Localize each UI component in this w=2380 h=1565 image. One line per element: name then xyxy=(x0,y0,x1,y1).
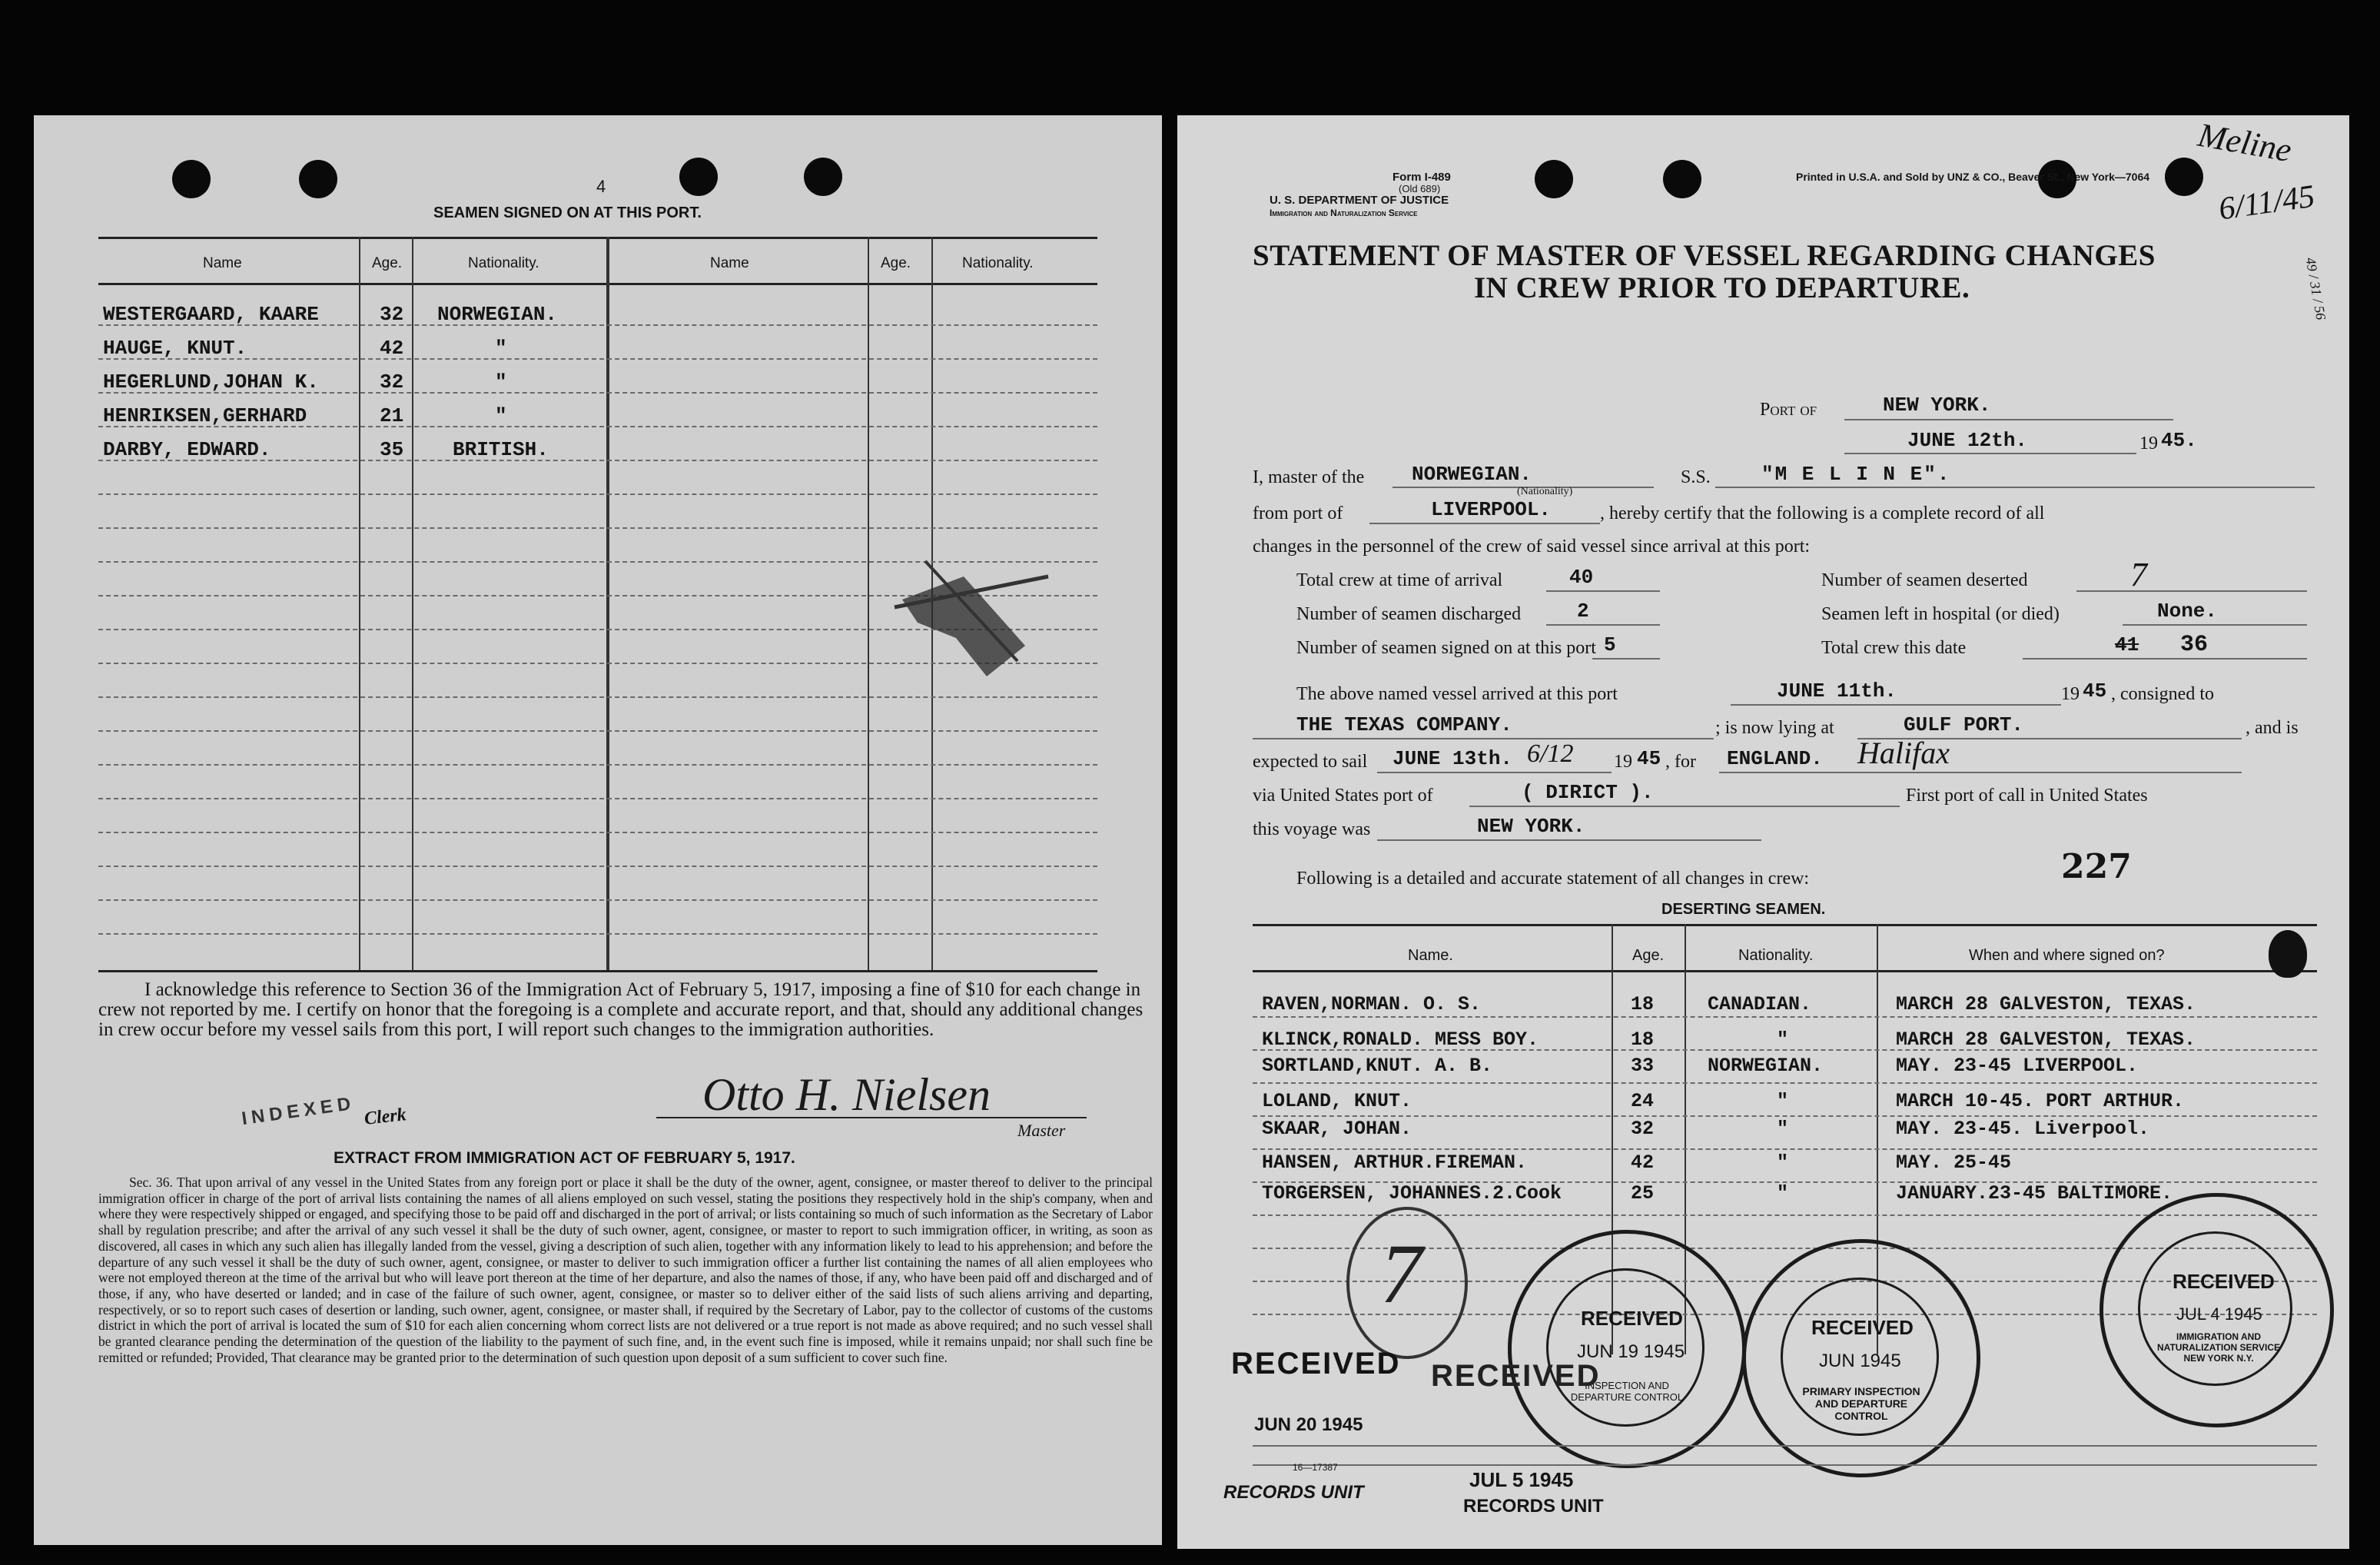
fill-line xyxy=(1369,523,1600,524)
deserter-signed: MARCH 10-45. PORT ARTHUR. xyxy=(1896,1090,2185,1112)
page-number: 4 xyxy=(596,177,606,196)
deserted-label: Number of seamen deserted xyxy=(1821,570,2028,590)
fill-line xyxy=(2076,590,2307,592)
sail-year-prefix: 19 xyxy=(1614,752,1632,772)
discharged-label: Number of seamen discharged xyxy=(1296,604,1522,624)
deserter-name: RAVEN,NORMAN. O. S. xyxy=(1262,993,1482,1015)
received-date: JUL 5 1945 xyxy=(1469,1468,1574,1491)
col-divider xyxy=(412,237,413,970)
handwritten-date: 6/11/45 xyxy=(2216,178,2317,228)
voyage-value: NEW YORK. xyxy=(1477,815,1585,838)
total-crew-arrival: 40 xyxy=(1569,566,1594,589)
fill-line xyxy=(1844,453,2136,454)
via-value: ( DIRICT ). xyxy=(1522,781,1654,804)
received-round-stamp: RECEIVED JUN 19 1945 INSPECTION AND DEPARTURE CONTROL xyxy=(1508,1230,1746,1468)
total-today-struck: 41 xyxy=(2115,633,2139,656)
fill-line xyxy=(1715,487,2315,488)
handwritten-ship-name: Meline xyxy=(2195,115,2295,170)
arrived-year-prefix: 19 xyxy=(2061,684,2080,704)
deserter-signed: MAY. 25-45 xyxy=(1896,1151,2012,1174)
ship-name: "M E L I N E". xyxy=(1761,463,1951,486)
deserter-nationality: CANADIAN. xyxy=(1708,993,1812,1015)
ink-drop xyxy=(2269,930,2307,978)
deserter-name: TORGERSEN, JOHANNES.2.Cook xyxy=(1262,1182,1562,1204)
fill-line xyxy=(1844,419,2173,420)
section-36-text: Sec. 36. That upon arrival of any vessel in the United States from any foreign port or place it shall be the duty of the owner, agent, consignee, or master thereof to deliver to the principal immigration officer in charge of the port of arrival lists containing the names of all aliens employed on such vessel, stating the positions they respectively hold in the ship's company, when and where they were respectively shipped or engaged, and specifying those to be paid off and discharged in the port of arrival; or lists containing so much of such information as the Secretary of Labor shall by regulation prescribe; and after the arrival of any such vessel it shall be the duty of such owner, agent, consignee, or master to report to such immigration officer, in writing, as soon as discovered, all cases in which any such alien has illegally landed from the vessel, giving a description of such alien, together with any information likely to lead to his apprehension; and before the departure of any such vessel it shall be the duty of such owner, agent, consignee, or master to deliver to such immigration officer a further list containing the names of all alien employees who were not employed thereon at the time of the arrival but who will leave port thereon at the time of her departure, and also the names of those, if any, who have been paid off and discharged and of those, if any, who have deserted or landed; and in case of the failure of such owner, agent, consignee, or master so to deliver either of the said lists of such aliens arriving and departing, respectively, or so to report such cases of desertion or landing, such owner, agent, consignee, or master shall, if required by the Secretary of Labor, pay to the collector of customs of the customs district in which the port of arrival is located the sum of $10 for each alien concerning whom correct lists are not delivered or a true report is not made as above required; and no such vessel shall be granted clearance pending the determination of the question of the liability to the payment of such fine, and, in the event such fine is imposed, while it remains unpaid; nor shall such fine be remitted or refunded; Provided, That clearance may be granted prior to the determination of such question upon deposit of a sum sufficient to cover such fine. xyxy=(98,1175,1153,1365)
punch-hole xyxy=(2165,158,2203,196)
hospital-count: None. xyxy=(2157,600,2218,623)
ss-label: S.S. xyxy=(1681,467,1711,487)
destination-handwritten: Halifax xyxy=(1857,736,1950,770)
deserter-nationality: " xyxy=(1777,1090,1789,1112)
hospital-label: Seamen left in hospital (or died) xyxy=(1821,604,2060,624)
received-round-stamp: RECEIVED JUN 1945 PRIMARY INSPECTION AND DEPARTURE CONTROL xyxy=(1742,1239,1980,1477)
col-divider xyxy=(606,237,609,970)
column-header: Name xyxy=(710,255,749,271)
from-port-label: from port of xyxy=(1253,503,1343,523)
sail-year: 45 xyxy=(1637,747,1661,770)
printer-line: Printed in U.S.A. and Sold by UNZ & CO., Beaver St., New York—7064 xyxy=(1796,171,2150,183)
deserter-nationality: " xyxy=(1777,1182,1789,1204)
deserter-name: SORTLAND,KNUT. A. B. xyxy=(1262,1055,1493,1077)
table-header-rule xyxy=(98,283,1097,285)
margin-note: 49 / 31 / 56 xyxy=(2302,256,2329,321)
lying-label: ; is now lying at xyxy=(1715,718,1834,738)
following-text: Following is a detailed and accurate statement of all changes in crew: xyxy=(1296,869,1810,889)
from-port-value: LIVERPOOL. xyxy=(1431,498,1552,521)
port-value: NEW YORK. xyxy=(1883,394,1991,417)
table-header-rule xyxy=(1253,970,2317,972)
column-header: When and where signed on? xyxy=(1969,947,2165,964)
row-rule xyxy=(98,798,1097,799)
total-crew-arrival-label: Total crew at time of arrival xyxy=(1296,570,1503,590)
form-number: Form I-489 xyxy=(1392,171,1451,184)
deserter-name: KLINCK,RONALD. MESS BOY. xyxy=(1262,1028,1539,1051)
punch-hole xyxy=(1663,160,1701,198)
crew-age: 32 xyxy=(380,370,404,394)
row-rule xyxy=(98,696,1097,698)
indexed-stamp: INDEXED xyxy=(240,1092,357,1130)
punch-hole xyxy=(172,160,211,198)
crew-age: 42 xyxy=(380,337,404,360)
row-rule xyxy=(1253,1016,2317,1018)
fill-line xyxy=(1592,658,1660,660)
via-label: via United States port of xyxy=(1253,786,1433,806)
fill-line xyxy=(1546,590,1660,592)
fill-line xyxy=(1719,772,2242,773)
circled-number: 7 xyxy=(1346,1207,1468,1359)
voyage-label: this voyage was xyxy=(1253,819,1371,839)
fill-line xyxy=(1377,772,1612,773)
for-label: , for xyxy=(1665,752,1696,772)
arrived-year: 45 xyxy=(2083,679,2107,703)
handwritten-number: 227 xyxy=(2061,847,2132,886)
deserter-age: 42 xyxy=(1631,1151,1655,1174)
records-unit: RECORDS UNIT xyxy=(1463,1496,1604,1517)
crew-age: 32 xyxy=(380,303,404,326)
col-divider xyxy=(868,237,869,970)
fill-line xyxy=(1546,624,1660,626)
sail-date-handwritten: 6/12 xyxy=(1527,739,1574,768)
port-label: Port of xyxy=(1760,400,1817,420)
col-divider xyxy=(359,237,360,970)
date-value: JUNE 12th. xyxy=(1907,429,2028,452)
certify-text: , hereby certify that the following is a complete record of all xyxy=(1600,503,2045,523)
row-rule xyxy=(98,358,1097,360)
master-signature: Otto H. Nielsen xyxy=(702,1069,991,1120)
form-code: 16—17387 xyxy=(1293,1462,1338,1473)
consigned-label: , consigned to xyxy=(2111,684,2214,704)
deserter-signed: MAY. 23-45. Liverpool. xyxy=(1896,1118,2150,1140)
table-top-rule xyxy=(1253,924,2317,926)
deserter-signed: MARCH 28 GALVESTON, TEXAS. xyxy=(1896,1028,2196,1051)
ink-smudge xyxy=(871,530,1071,684)
records-unit: RECORDS UNIT xyxy=(1223,1482,1364,1503)
sail-date: JUNE 13th. xyxy=(1392,747,1513,770)
signature-line xyxy=(656,1117,1087,1118)
deserter-nationality: " xyxy=(1777,1118,1789,1140)
row-rule xyxy=(98,866,1097,867)
row-rule xyxy=(98,730,1097,732)
arrived-label: The above named vessel arrived at this port xyxy=(1296,684,1618,704)
department: U. S. DEPARTMENT OF JUSTICE xyxy=(1270,194,1449,207)
clerk-stamp: Clerk xyxy=(363,1105,407,1129)
row-rule xyxy=(1253,1082,2317,1084)
fill-line xyxy=(1469,806,1900,807)
column-header: Age. xyxy=(372,255,403,271)
year-prefix: 19 xyxy=(2139,434,2158,454)
deserter-age: 33 xyxy=(1631,1055,1655,1077)
discharged-count: 2 xyxy=(1577,600,1589,623)
destination: ENGLAND. xyxy=(1727,747,1823,770)
deserter-age: 18 xyxy=(1631,1028,1655,1051)
fill-line xyxy=(1253,738,1714,739)
crew-name: HENRIKSEN,GERHARD xyxy=(103,404,307,427)
form-old-number: (Old 689) xyxy=(1399,183,1441,194)
deserter-name: LOLAND, KNUT. xyxy=(1262,1090,1412,1112)
master-label: Master xyxy=(1017,1121,1066,1140)
deserter-nationality: NORWEGIAN. xyxy=(1708,1055,1824,1077)
row-rule xyxy=(98,933,1097,935)
deserter-name: HANSEN, ARTHUR.FIREMAN. xyxy=(1262,1151,1528,1174)
master-of-label: I, master of the xyxy=(1253,467,1365,487)
signed-on-label: Number of seamen signed on at this port xyxy=(1296,638,1596,658)
arrived-date: JUNE 11th. xyxy=(1777,679,1897,703)
and-is-label: , and is xyxy=(2246,718,2299,738)
crew-name: HEGERLUND,JOHAN K. xyxy=(103,370,319,394)
sail-label: expected to sail xyxy=(1253,752,1368,772)
deserter-age: 18 xyxy=(1631,993,1655,1015)
form-title-line-2: IN CREW PRIOR TO DEPARTURE. xyxy=(1474,271,1970,304)
row-rule xyxy=(98,899,1097,901)
crew-age: 35 xyxy=(380,438,404,461)
deserter-signed: MARCH 28 GALVESTON, TEXAS. xyxy=(1896,993,2196,1015)
year-value: 45. xyxy=(2161,429,2197,452)
crew-nationality: " xyxy=(495,404,507,427)
extract-title: EXTRACT FROM IMMIGRATION ACT OF FEBRUARY 5, 1917. xyxy=(334,1149,795,1167)
column-header: Nationality. xyxy=(468,255,539,271)
fill-line xyxy=(2023,658,2307,660)
deserter-name: SKAAR, JOHAN. xyxy=(1262,1118,1412,1140)
certify-text-2: changes in the personnel of the crew of said vessel since arrival at this port: xyxy=(1253,537,1811,557)
deserter-age: 24 xyxy=(1631,1090,1655,1112)
punch-hole xyxy=(1535,160,1573,198)
consignee: THE TEXAS COMPANY. xyxy=(1296,713,1512,736)
acknowledgement-text: I acknowledge this reference to Section 36 of the Immigration Act of February 5, 1917, imposing a fine of $10 for each change in crew not reported by me. I certify on honor that the foregoing is a complete and accurate report, and that, should any additional changes in crew occur before my vessel sails from this port, I will report such changes to the immigration authorities. xyxy=(98,979,1144,1040)
section-title: SEAMEN SIGNED ON AT THIS PORT. xyxy=(433,204,702,221)
row-rule xyxy=(98,832,1097,833)
fill-line xyxy=(1377,839,1761,841)
right-page xyxy=(1177,115,2349,1549)
fill-line xyxy=(2123,624,2307,626)
deserting-title: DESERTING SEAMEN. xyxy=(1661,901,1826,918)
lying-value: GULF PORT. xyxy=(1904,713,2024,736)
received-stamp: RECEIVED xyxy=(1431,1359,1601,1393)
fill-line xyxy=(1253,1464,2317,1466)
row-rule xyxy=(1253,1148,2317,1150)
punch-hole xyxy=(299,160,337,198)
first-port-label: First port of call in United States xyxy=(1906,786,2148,806)
crew-age: 21 xyxy=(380,404,404,427)
nationality-value: NORWEGIAN. xyxy=(1412,463,1532,486)
table-bottom-rule xyxy=(98,970,1097,972)
row-rule xyxy=(98,493,1097,495)
crew-nationality: " xyxy=(495,370,507,394)
received-stamp: RECEIVED xyxy=(1231,1347,1401,1381)
deserter-nationality: " xyxy=(1777,1028,1789,1051)
received-date: JUN 20 1945 xyxy=(1254,1414,1363,1435)
punch-hole xyxy=(804,158,842,196)
fill-line xyxy=(1253,1445,2317,1447)
fill-line xyxy=(1731,704,2061,706)
row-rule xyxy=(98,527,1097,529)
column-header: Name xyxy=(203,255,242,271)
column-header: Nationality. xyxy=(962,255,1034,271)
total-today-label: Total crew this date xyxy=(1821,638,1967,658)
form-title-line-1: STATEMENT OF MASTER OF VESSEL REGARDING CHANGES xyxy=(1253,239,2156,272)
deserter-nationality: " xyxy=(1777,1151,1789,1174)
received-round-stamp: RECEIVED JUL 4 1945 IMMIGRATION AND NATURALIZATION SERVICE NEW YORK N.Y. xyxy=(2100,1193,2334,1427)
crew-name: WESTERGAARD, KAARE xyxy=(103,303,319,326)
service: Immigration and Naturalization Service xyxy=(1270,208,1418,218)
deserter-signed: JANUARY.23-45 BALTIMORE. xyxy=(1896,1182,2173,1204)
punch-hole xyxy=(679,158,718,196)
total-today-count: 36 xyxy=(2180,632,2209,658)
nationality-caption: (Nationality) xyxy=(1517,486,1573,497)
table-top-rule xyxy=(98,237,1097,239)
deserter-age: 32 xyxy=(1631,1118,1655,1140)
crew-nationality: NORWEGIAN. xyxy=(437,303,558,326)
row-rule xyxy=(98,764,1097,766)
deserter-age: 25 xyxy=(1631,1182,1655,1204)
crew-nationality: " xyxy=(495,337,507,360)
column-header: Nationality. xyxy=(1738,947,1814,964)
crew-nationality: BRITISH. xyxy=(453,438,549,461)
crew-name: HAUGE, KNUT. xyxy=(103,337,247,360)
row-rule xyxy=(1253,1115,2317,1117)
signed-on-count: 5 xyxy=(1604,633,1616,656)
column-header: Age. xyxy=(881,255,911,271)
column-header: Age. xyxy=(1632,947,1665,964)
column-header: Name. xyxy=(1408,947,1453,964)
deserted-count: 7 xyxy=(2130,556,2147,593)
left-page xyxy=(34,115,1162,1545)
deserter-signed: MAY. 23-45 LIVERPOOL. xyxy=(1896,1055,2139,1077)
crew-name: DARBY, EDWARD. xyxy=(103,438,271,461)
